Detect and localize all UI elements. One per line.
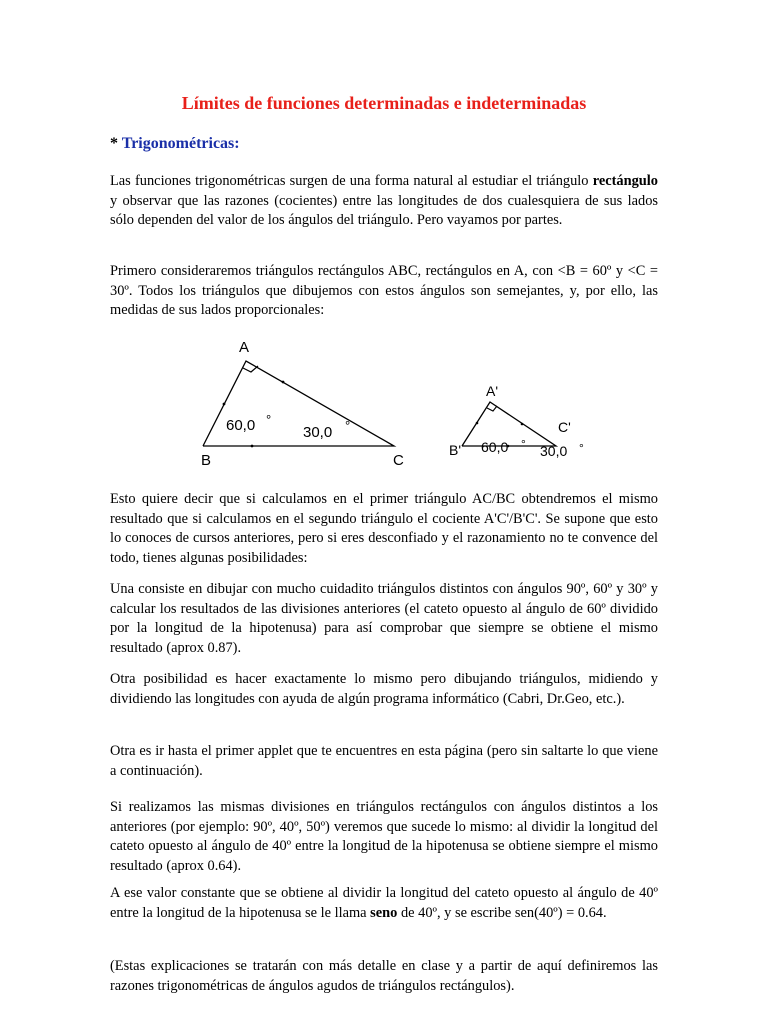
bold-term: rectángulo [592, 173, 658, 189]
paragraph-option-software: Otra posibilidad es hacer exactamente lo mismo pero dibujando triángulos, midiendo y dividiendo las longitudes con ayuda de algún programa informático (Cabri, Dr.Geo, etc.). [110, 671, 658, 707]
paragraph-ratio: Esto quiere decir que si calculamos en el primer triángulo AC/BC obtendremos el mismo resultado que si calculamos en el segundo triángulo el cociente A'C'/B'C'. Se supone que esto lo conoces de cursos anteriores, pero si eres desconfiado y el razonamiento no te convence del todo, tienes algunas posibilidades: [110, 491, 658, 566]
small-triangle [449, 383, 584, 459]
degree-mark: ° [345, 418, 351, 433]
angle-b-value: 60,0 [226, 417, 256, 434]
vertex-b-label: B [201, 452, 212, 469]
paragraph-sine-definition [110, 884, 658, 923]
section-heading [110, 135, 240, 153]
paragraph-option-drawing: Una consiste en dibujar con mucho cuidadito triángulos distintos con ángulos 90º, 60º y 30º y calcular los resultados de las divisiones anteriores (el cateto opuesto al ángulo de 60º dividido por la longitud de la hipotenusa) para así comprobar que siempre se obtiene el mismo resultado (aprox 0.87). [110, 581, 658, 656]
page-title: Límites de funciones determinadas e indeterminadas [181, 93, 587, 113]
vertex-b-prime-label: B' [449, 442, 462, 458]
vertex-c-prime-label: C' [558, 419, 571, 435]
paragraph-triangles: Primero consideraremos triángulos rectángulos ABC, rectángulos en A, con <B = 60º y <C = 30º. Todos los triángulos que dibujemos con estos ángulos son semejantes, y, por ello, las medidas de sus lados proporcionales: [110, 263, 658, 318]
paragraph-option-applet: Otra es ir hasta el primer applet que te encuentres en esta página (pero sin saltarte lo que viene a continuación). [110, 743, 658, 779]
section-title: Trigonométricas: [121, 135, 240, 152]
section-bullet: * [110, 135, 118, 152]
degree-mark: ° [521, 437, 526, 451]
text-run: A ese valor constante que se obtiene al dividir la longitud del cateto opuesto al ángulo de 40º entre la longitud de la hipotenusa se le llama [110, 885, 658, 921]
triangles-figure [0, 330, 768, 470]
vertex-a-prime-label: A' [486, 383, 499, 399]
angle-c-value: 30,0 [303, 424, 333, 441]
angle-c-prime-value: 30,0 [540, 443, 568, 459]
vertex-a-label: A [239, 339, 250, 356]
vertex-c-label: C [393, 452, 404, 469]
paragraph-closing-note: (Estas explicaciones se tratarán con más detalle en clase y a partir de aquí definiremos las razones trigonométricas de ángulos agudos de triángulos rectángulos). [110, 958, 658, 994]
degree-mark: ° [266, 412, 272, 427]
paragraph-other-angles: Si realizamos las mismas divisiones en triángulos rectángulos con ángulos distintos a los anteriores (por ejemplo: 90º, 40º, 50º) veremos que sucede lo mismo: al dividir la longitud del cateto opuesto al ángulo de 40º entre la longitud de la hipotenusa se obtiene siempre el mismo resultado (aprox 0.64). [110, 799, 658, 874]
text-run: de 40º, y se escribe sen(40º) = 0.64. [397, 904, 607, 921]
text-run: Las funciones trigonométricas surgen de una forma natural al estudiar el triángulo [110, 173, 593, 189]
bold-term: seno [370, 904, 398, 921]
big-triangle [201, 339, 404, 469]
paragraph-intro [110, 172, 658, 231]
degree-mark: ° [579, 441, 584, 455]
text-run: y observar que las razones (cocientes) entre las longitudes de dos cualesquiera de sus lados sólo dependen del valor de los ángulos del triángulo. Pero vayamos por partes. [110, 192, 658, 228]
angle-b-prime-value: 60,0 [481, 439, 509, 455]
